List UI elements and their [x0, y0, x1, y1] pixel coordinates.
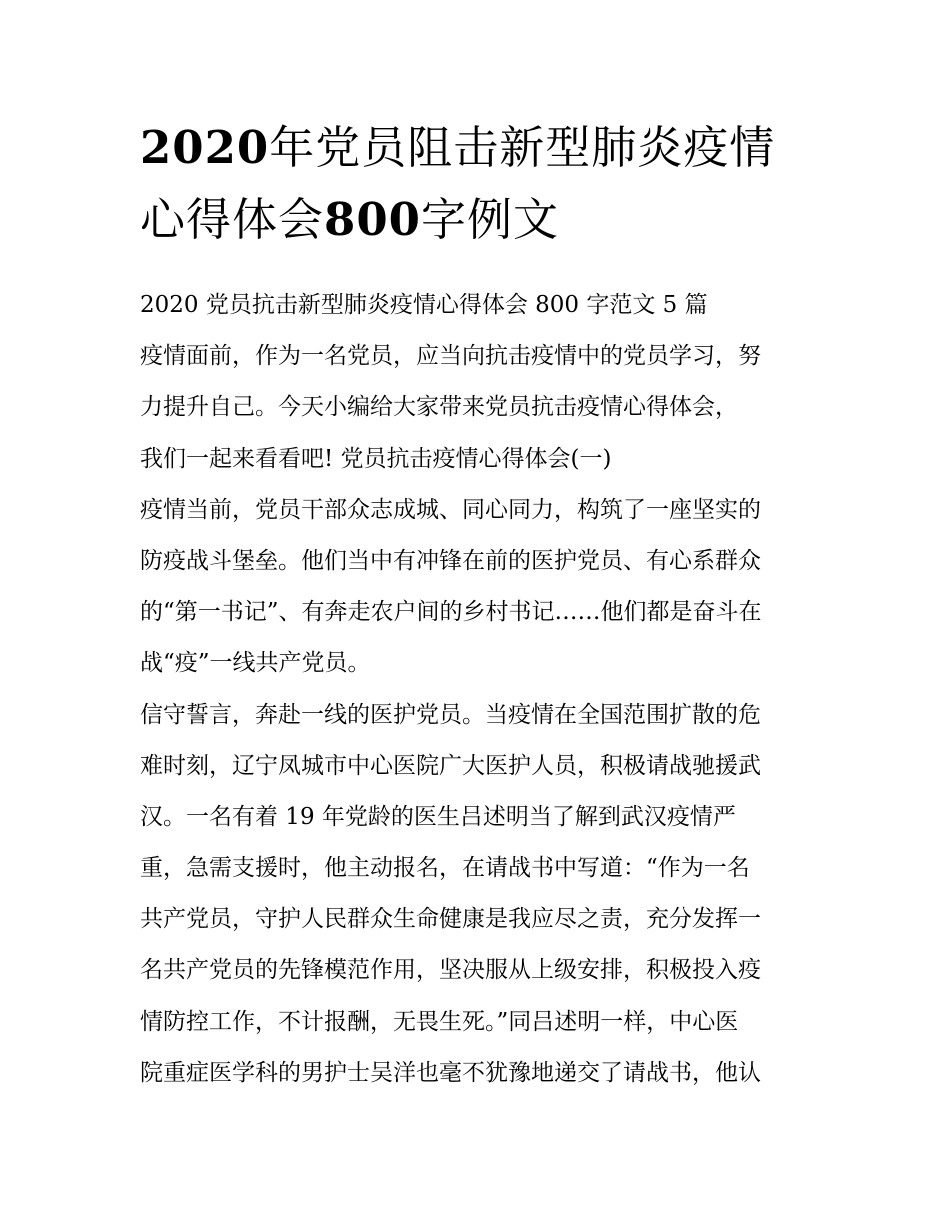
text-line: 重，急需支援时，他主动报名，在请战书中写道：“作为一名 [140, 855, 750, 882]
text-line: 情防控工作，不计报酬，无畏生死。”同吕述明一样，中心医 [140, 1008, 739, 1035]
text-line: 汉。一名有着 19 年党龄的医生吕述明当了解到武汉疫情严 [140, 803, 736, 830]
text-line: 难时刻，辽宁凤城市中心医院广大医护人员，积极请战驰援武 [140, 752, 761, 779]
title-line2-start: 心得体会 [140, 193, 325, 246]
title-word-count: 800 [324, 193, 421, 246]
text-line: 名共产党员的先锋模范作用，坚决服从上级安排，积极投入疫 [140, 957, 761, 984]
text-line: 2020 党员抗击新型肺炎疫情心得体会 800 字范文 5 篇 [140, 292, 708, 318]
title-year: 2020 [140, 121, 270, 174]
text-line: 共产党员，守护人民群众生命健康是我应尽之责，充分发挥一 [140, 906, 761, 933]
text-line: 力提升自己。今天小编给大家带来党员抗击疫情心得体会， [140, 394, 738, 421]
title-line2-end: 字例文 [420, 193, 559, 246]
text-line: 院重症医学科的男护士吴洋也毫不犹豫地递交了请战书，他认 [140, 1059, 761, 1086]
text-line: 防疫战斗堡垒。他们当中有冲锋在前的医护党员、有心系群众 [140, 547, 761, 574]
document-body [140, 280, 820, 1099]
text-line: 战“疫”一线共产党员。 [140, 650, 371, 677]
title-line1-text: 年党员阻击新型肺炎疫情 [269, 121, 776, 174]
text-line: 我们一起来看看吧! 党员抗击疫情心得体会(一) [140, 445, 612, 472]
text-line: 疫情面前，作为一名党员，应当向抗击疫情中的党员学习，努 [140, 343, 761, 370]
text-line: 信守誓言，奔赴一线的医护党员。当疫情在全国范围扩散的危 [140, 701, 761, 728]
document-title [140, 112, 820, 256]
text-line: 的“第一书记”、有奔走农户间的乡村书记……他们都是奋斗在 [140, 599, 762, 626]
text-line: 疫情当前，党员干部众志成城、同心同力，构筑了一座坚实的 [140, 496, 761, 523]
